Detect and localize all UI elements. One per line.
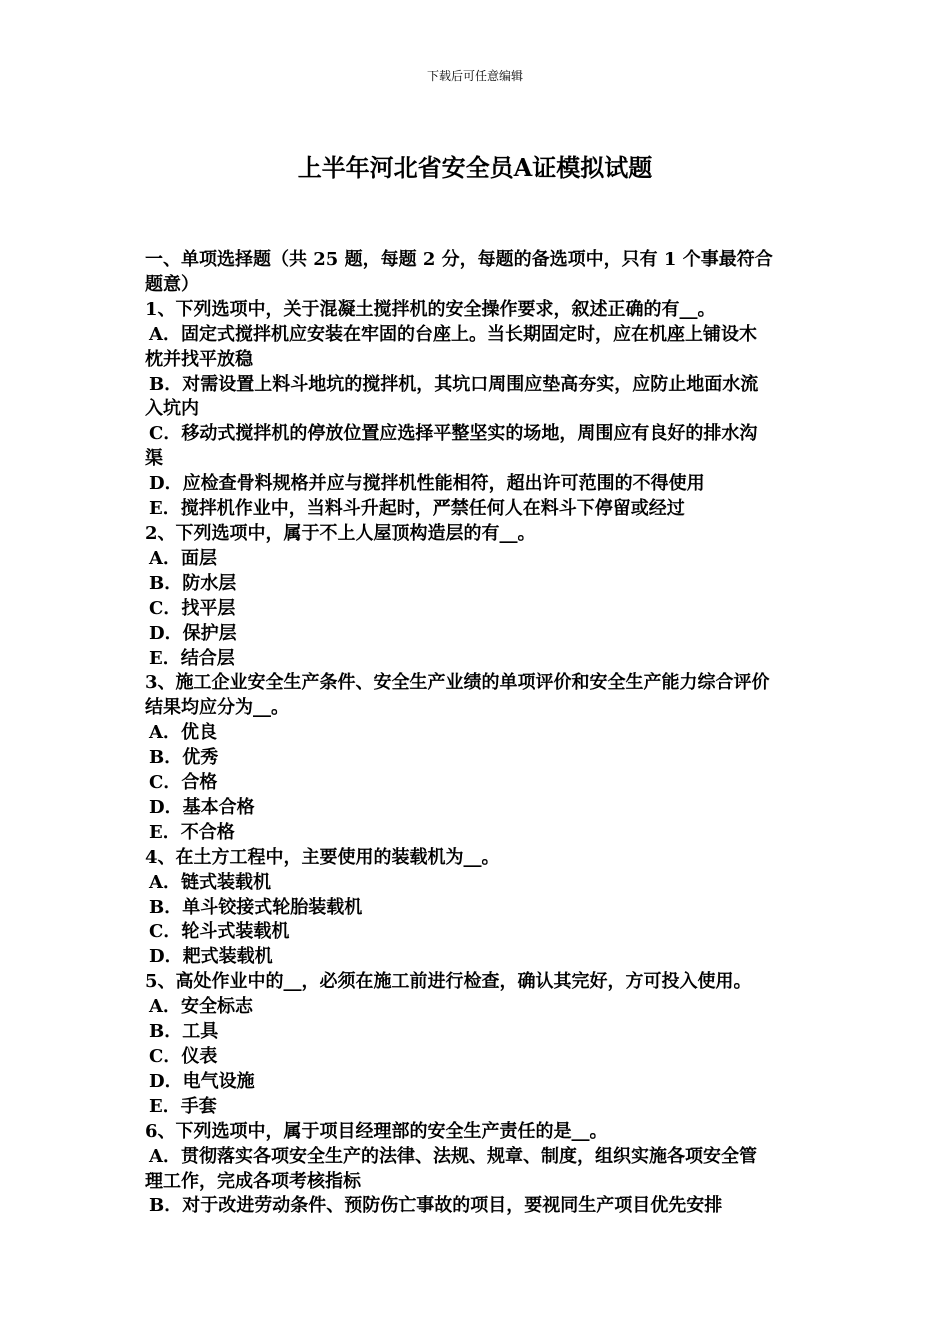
question-3 bbox=[145, 671, 810, 845]
question-stem: 3、施工企业安全生产条件、安全生产业绩的单项评价和安全生产能力综合评价 bbox=[145, 672, 770, 694]
question-5 bbox=[145, 970, 810, 1119]
answer-option-cont: 渠 bbox=[145, 448, 163, 470]
answer-option: A．面层 bbox=[149, 547, 217, 569]
question-stem: 6、下列选项中，属于项目经理部的安全生产责任的是__。 bbox=[145, 1120, 608, 1142]
answer-option: D．保护层 bbox=[149, 622, 237, 644]
question-2 bbox=[145, 522, 810, 671]
answer-option: B．对于改进劳动条件、预防伤亡事故的项目，要视同生产项目优先安排 bbox=[149, 1195, 723, 1217]
question-stem: 4、在土方工程中，主要使用的装载机为__。 bbox=[145, 846, 500, 868]
question-4 bbox=[145, 846, 810, 971]
answer-option: B．优秀 bbox=[149, 747, 219, 769]
answer-option: E．结合层 bbox=[149, 647, 235, 669]
answer-option: E．手套 bbox=[149, 1095, 217, 1117]
answer-option: D．基本合格 bbox=[149, 796, 255, 818]
question-list bbox=[145, 298, 810, 1220]
answer-option: C．移动式搅拌机的停放位置应选择平整坚实的场地，周围应有良好的排水沟 bbox=[149, 423, 758, 445]
answer-option: B．对需设置上料斗地坑的搅拌机，其坑口周围应垫高夯实，应防止地面水流 bbox=[149, 373, 759, 395]
answer-option: D．耙式装载机 bbox=[149, 946, 273, 968]
answer-option: C．仪表 bbox=[149, 1046, 218, 1067]
answer-option: A．链式装载机 bbox=[149, 871, 271, 893]
answer-option: A．贯彻落实各项安全生产的法律、法规、规章、制度，组织实施各项安全管 bbox=[149, 1145, 757, 1167]
question-1 bbox=[145, 298, 810, 522]
header-note: 下载后可任意编辑 bbox=[426, 69, 523, 83]
answer-option: A．优良 bbox=[149, 722, 217, 744]
answer-option-cont: 枕并找平放稳 bbox=[145, 348, 253, 370]
answer-option: B．单斗铰接式轮胎装载机 bbox=[149, 896, 363, 918]
answer-option: B．工具 bbox=[149, 1021, 219, 1043]
question-stem-cont: 结果均应分为__。 bbox=[145, 697, 289, 719]
answer-option: D．电气设施 bbox=[149, 1070, 255, 1092]
question-stem: 5、高处作业中的__，必须在施工前进行检查，确认其完好，方可投入使用。 bbox=[145, 971, 752, 993]
answer-option: C．找平层 bbox=[149, 597, 236, 619]
answer-option: A．固定式搅拌机应安装在牢固的台座上。当长期固定时，应在机座上铺设木 bbox=[149, 323, 757, 345]
question-stem: 1、下列选项中，关于混凝土搅拌机的安全操作要求，叙述正确的有__。 bbox=[145, 298, 716, 320]
answer-option: B．防水层 bbox=[149, 572, 237, 594]
section-heading: 一、单项选择题（共 25 题，每题 2 分，每题的备选项中，只有 1 个事最符合 bbox=[145, 249, 773, 270]
answer-option: E．不合格 bbox=[149, 821, 235, 843]
answer-option: D．应检查骨料规格并应与搅拌机性能相符，超出许可范围的不得使用 bbox=[149, 473, 705, 495]
answer-option: C．轮斗式装载机 bbox=[149, 921, 290, 943]
exam-content bbox=[145, 248, 810, 1219]
page-title: 上半年河北省安全员A证模拟试题 bbox=[297, 153, 653, 182]
answer-option: C．合格 bbox=[149, 772, 218, 794]
section-heading-cont: 题意） bbox=[145, 273, 199, 295]
answer-option-cont: 理工作，完成各项考核指标 bbox=[145, 1170, 361, 1192]
question-6 bbox=[145, 1120, 810, 1220]
answer-option-cont: 入坑内 bbox=[145, 398, 199, 420]
answer-option: E．搅拌机作业中，当料斗升起时，严禁任何人在料斗下停留或经过 bbox=[149, 498, 685, 520]
answer-option: A．安全标志 bbox=[149, 996, 253, 1018]
question-stem: 2、下列选项中，属于不上人屋顶构造层的有__。 bbox=[145, 522, 536, 544]
